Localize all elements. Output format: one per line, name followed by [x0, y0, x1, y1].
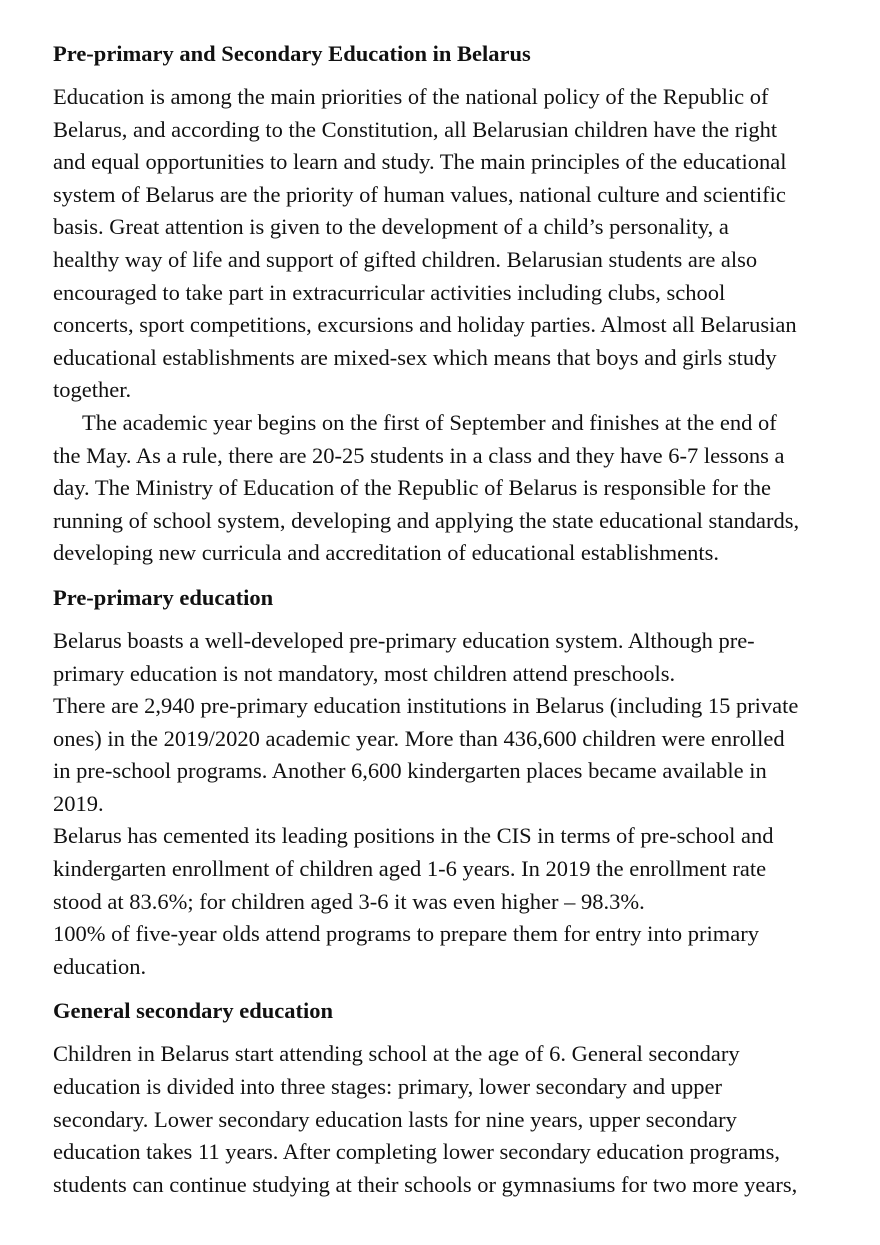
text-line: running of school system, developing and applying the state educational standards,	[53, 507, 800, 533]
text-line: system of Belarus are the priority of human values, national culture and scientific	[53, 181, 786, 207]
preprimary-paragraph-1	[53, 625, 840, 690]
text-line: The academic year begins on the first of September and finishes at the end of	[82, 409, 777, 435]
text-line: educational establishments are mixed-sex which means that boys and girls study	[53, 344, 777, 370]
section-heading-preprimary: Pre-primary education	[53, 584, 274, 610]
preprimary-paragraph-4	[53, 918, 840, 983]
text-line: together.	[53, 377, 132, 403]
text-line: There are 2,940 pre-primary education institutions in Belarus (including 15 private	[53, 693, 799, 719]
intro-paragraph	[53, 81, 840, 407]
text-line: the May. As a rule, there are 20-25 students in a class and they have 6-7 lessons a	[53, 442, 785, 468]
academic-year-paragraph	[53, 407, 840, 570]
text-line: Belarus, and according to the Constitution, all Belarusian children have the right	[53, 116, 778, 142]
text-line: primary education is not mandatory, most children attend preschools.	[53, 660, 676, 686]
text-line: education.	[53, 953, 147, 979]
text-line: in pre-school programs. Another 6,600 kindergarten places became available in	[53, 758, 767, 784]
text-line: day. The Ministry of Education of the Republic of Belarus is responsible for the	[53, 475, 771, 501]
text-line: healthy way of life and support of gifted children. Belarusian students are also	[53, 246, 758, 272]
text-line: Belarus boasts a well-developed pre-primary education system. Although pre-	[53, 627, 755, 653]
text-line: and equal opportunities to learn and study. The main principles of the educational	[53, 149, 787, 175]
page-title: Pre-primary and Secondary Education in Belarus	[53, 41, 531, 66]
text-line: developing new curricula and accreditation of educational establishments.	[53, 540, 720, 566]
preprimary-paragraph-2	[53, 690, 840, 820]
text-line: ones) in the 2019/2020 academic year. More than 436,600 children were enrolled	[53, 725, 785, 751]
text-line: 2019.	[53, 790, 104, 816]
text-line: encouraged to take part in extracurricular activities including clubs, school	[53, 279, 726, 305]
text-line: stood at 83.6%; for children aged 3-6 it was even higher – 98.3%.	[53, 888, 645, 914]
preprimary-paragraph-3	[53, 820, 840, 918]
text-line: Belarus has cemented its leading positions in the CIS in terms of pre-school and	[53, 823, 774, 849]
section-heading-secondary: General secondary education	[53, 998, 333, 1024]
text-line: education takes 11 years. After completing lower secondary education programs,	[53, 1139, 781, 1165]
text-line: Education is among the main priorities of the national policy of the Republic of	[53, 84, 769, 109]
text-line: concerts, sport competitions, excursions and holiday parties. Almost all Belarusian	[53, 312, 797, 338]
text-line: kindergarten enrollment of children aged 1-6 years. In 2019 the enrollment rate	[53, 856, 767, 882]
text-line: Children in Belarus start attending school at the age of 6. General secondary	[53, 1041, 740, 1067]
text-line: students can continue studying at their schools or gymnasiums for two more years,	[53, 1171, 798, 1197]
text-line: secondary. Lower secondary education lasts for nine years, upper secondary	[53, 1106, 737, 1132]
text-line: education is divided into three stages: primary, lower secondary and upper	[53, 1074, 722, 1100]
text-line: basis. Great attention is given to the development of a child’s personality, a	[53, 214, 729, 240]
text-line: 100% of five-year olds attend programs to prepare them for entry into primary	[53, 921, 760, 947]
secondary-paragraph	[53, 1038, 840, 1201]
